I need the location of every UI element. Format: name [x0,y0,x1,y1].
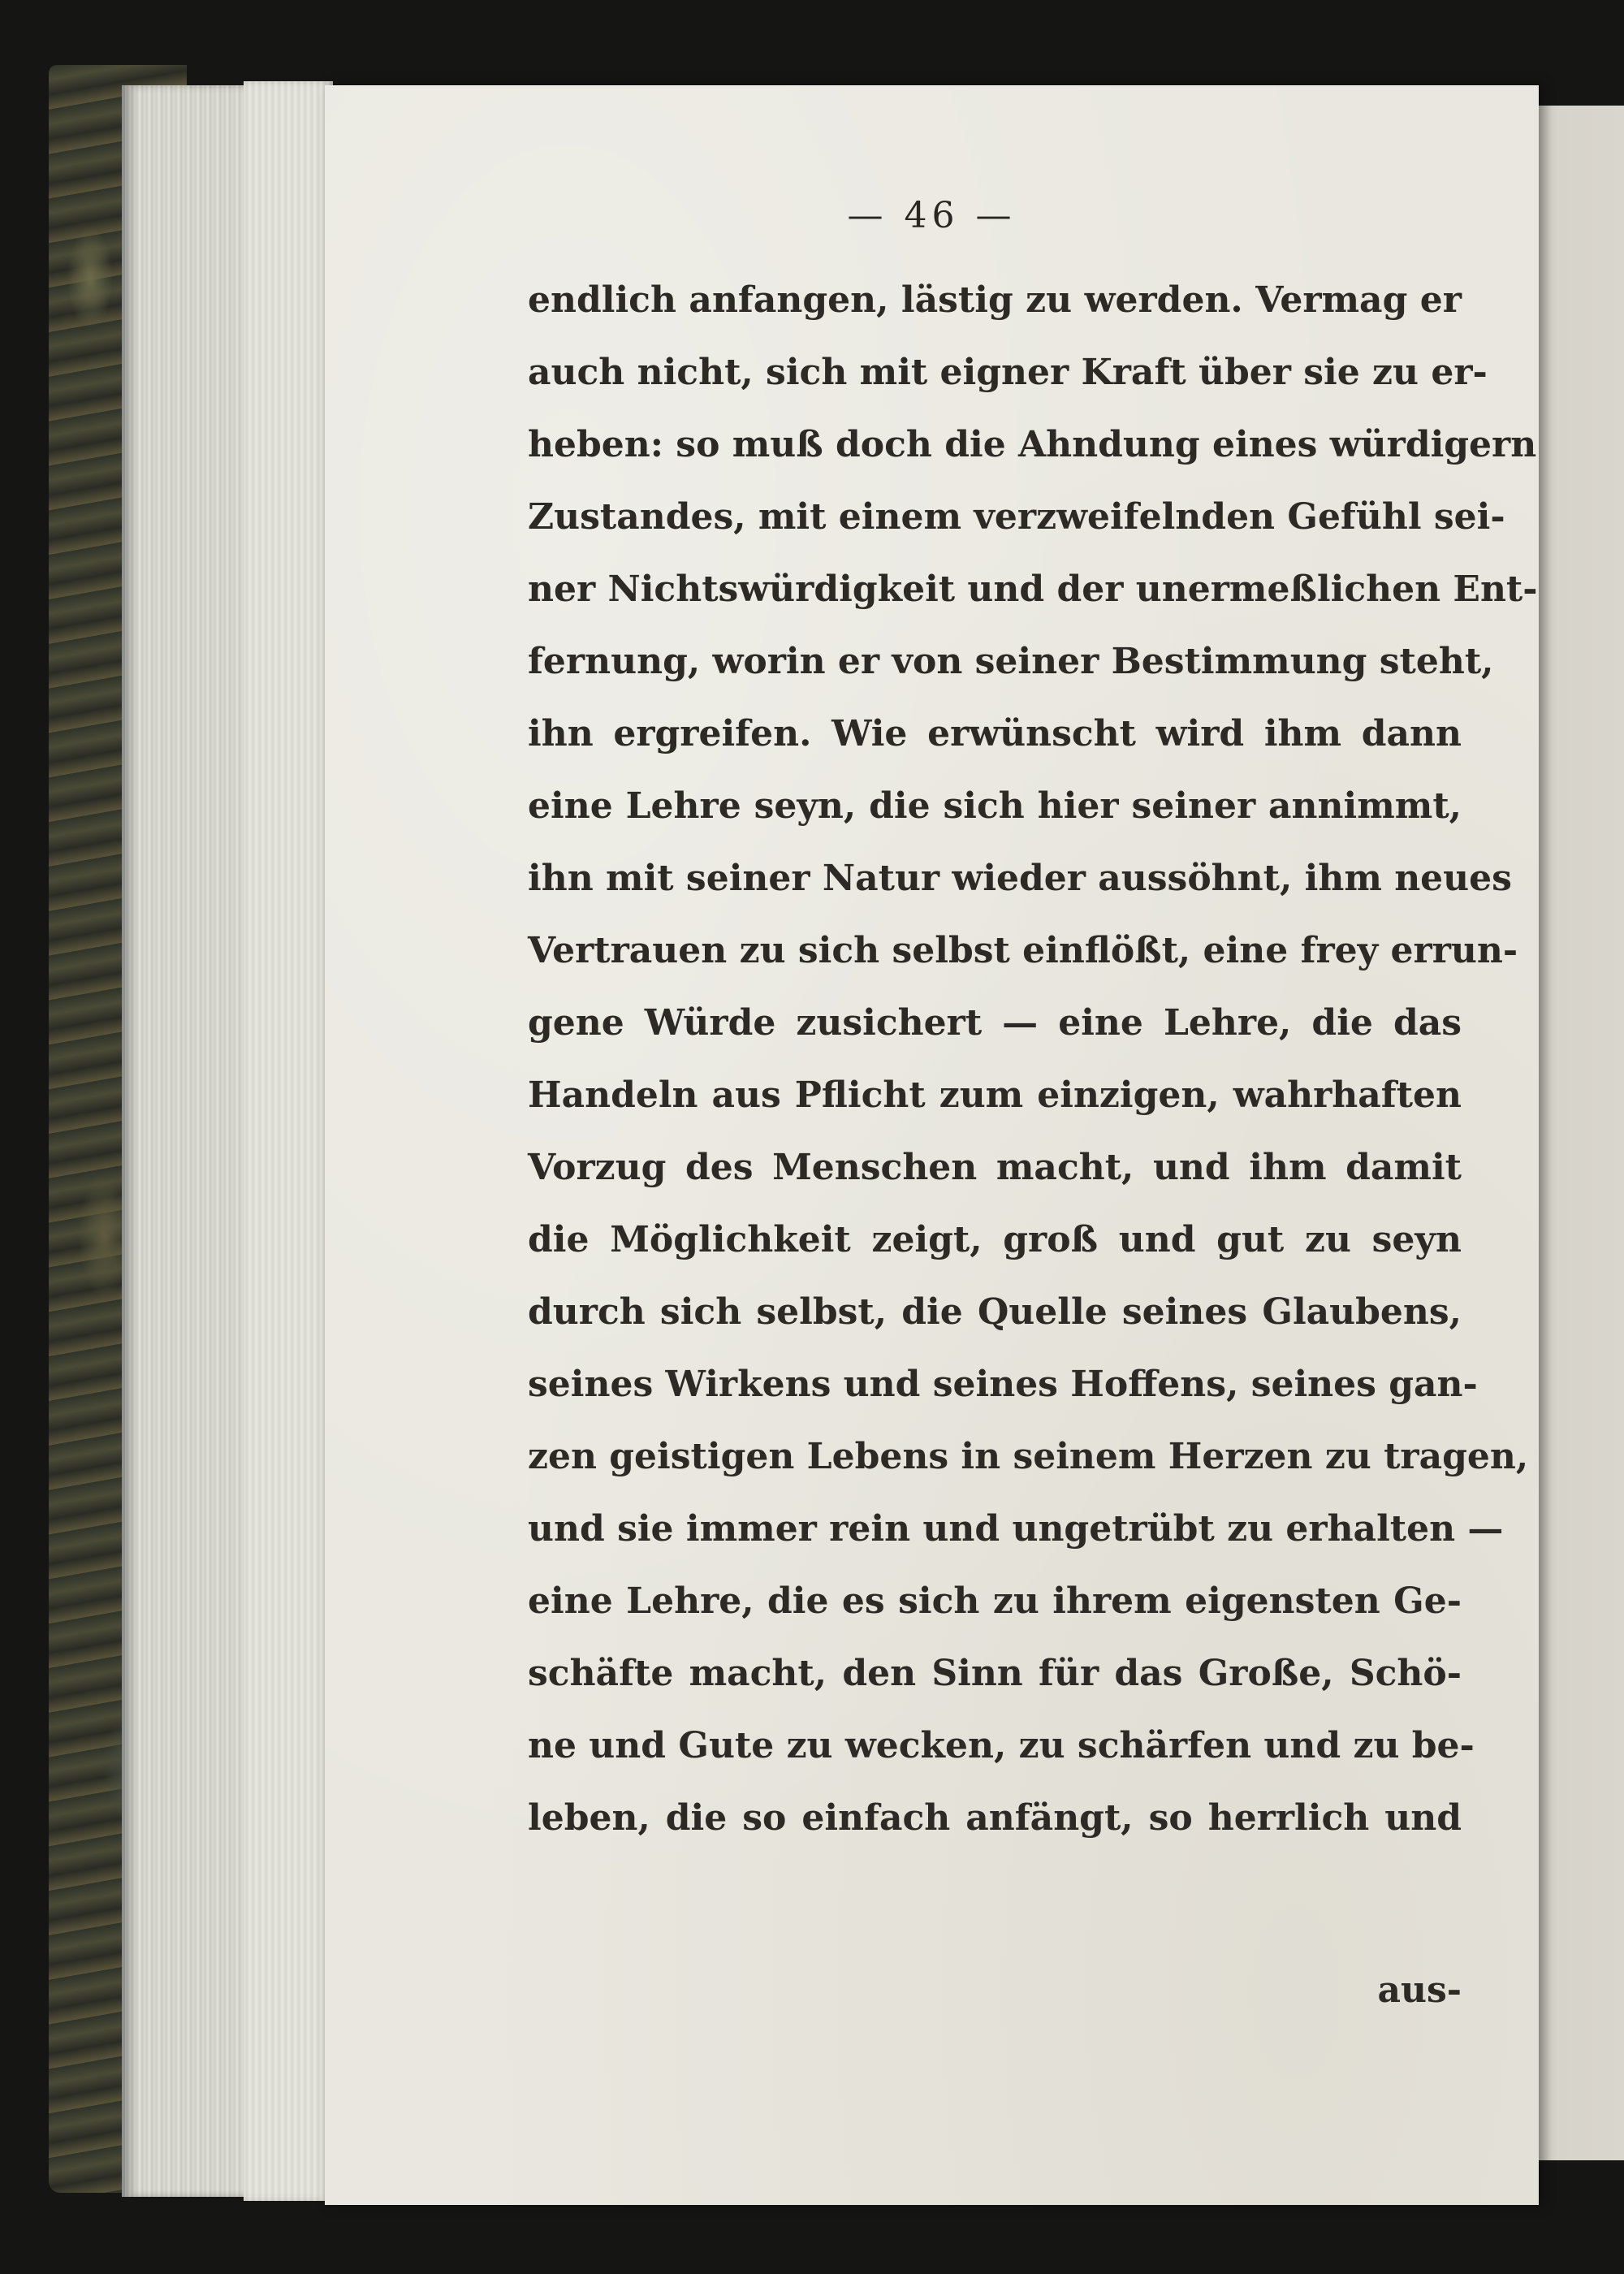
text-line: Vorzug des Menschen macht, und ihm damit [528,1147,1462,1188]
text-line: zen geistigen Lebens in seinem Herzen zu tragen, [528,1436,1529,1477]
facing-page-edge [1535,106,1624,2160]
text-line: eine Lehre seyn, die sich hier seiner annimmt, [528,785,1462,827]
text-line: ne und Gute zu wecken, zu schärfen und zu be- [528,1725,1475,1766]
text-line: seines Wirkens und seines Hoffens, seines gan- [528,1364,1478,1405]
text-line: ihn ergreifen. Wie erwünscht wird ihm dann [528,713,1462,754]
text-line: ihn mit seiner Natur wieder aussöhnt, ihm neues [528,858,1512,899]
text-line: schäfte macht, den Sinn für das Große, Schö- [528,1653,1462,1694]
book-page [325,85,1539,2205]
catchword: aus- [1377,1969,1462,2011]
text-line: fernung, worin er von seiner Bestimmung steht, [528,641,1494,682]
text-line: auch nicht, sich mit eigner Kraft über sie zu er- [528,352,1488,393]
text-line: durch sich selbst, die Quelle seines Glaubens, [528,1291,1462,1333]
text-line: Handeln aus Pflicht zum einzigen, wahrhaften [528,1074,1462,1116]
text-line: gene Würde zusichert — eine Lehre, die das [528,1002,1462,1044]
text-line: und sie immer rein und ungetrübt zu erhalten — [528,1508,1504,1550]
page-stack-inner [244,81,333,2201]
text-line: leben, die so einfach anfängt, so herrlich und [528,1797,1462,1839]
text-line: die Möglichkeit zeigt, groß und gut zu seyn [528,1219,1462,1260]
text-line: eine Lehre, die es sich zu ihrem eigensten Ge- [528,1580,1462,1622]
text-line: endlich anfangen, lästig zu werden. Vermag er [528,279,1462,321]
page-text [528,264,1538,1854]
text-line: ner Nichtswürdigkeit und der unermeßlichen Ent- [528,568,1538,610]
text-line: heben: so muß doch die Ahndung eines würdigern [528,424,1537,465]
text-line: Zustandes, mit einem verzweifelnden Gefühl sei- [528,496,1505,538]
page-number: — 46 — [847,195,1017,236]
text-line: Vertrauen zu sich selbst einflößt, eine frey errun- [528,930,1518,971]
